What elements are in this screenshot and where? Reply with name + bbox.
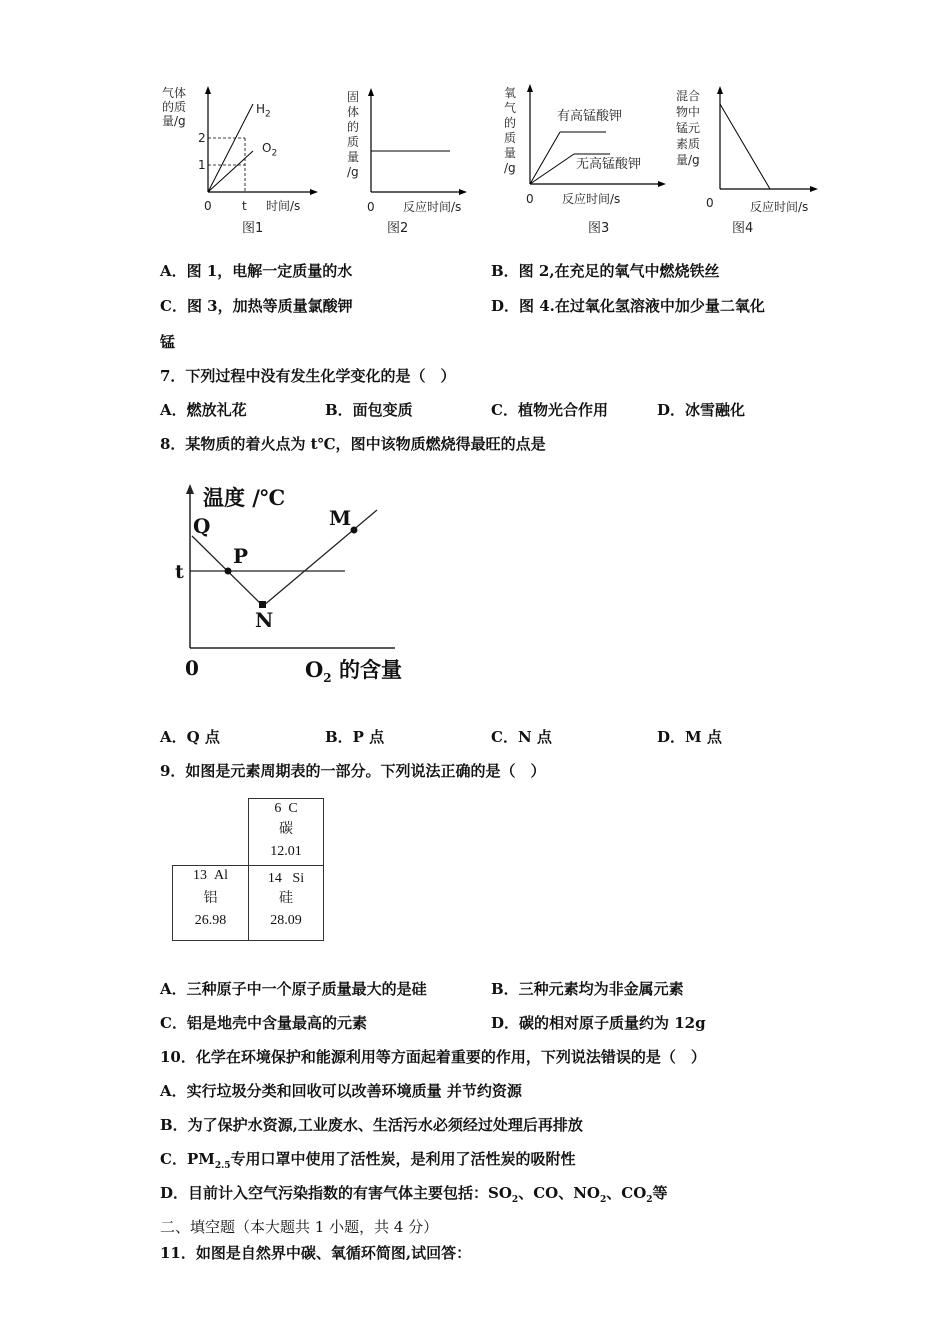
figure-1 — [160, 82, 320, 242]
fig3-lower-label: 无高锰酸钾 — [576, 157, 642, 172]
fig4-ylabel-1: 混合 — [676, 89, 701, 103]
fig2-origin: 0 — [367, 200, 375, 214]
q8-chart-ylabel: 温度 /℃ — [203, 485, 286, 510]
fig3-ylabel-5: 量 — [504, 146, 517, 160]
carbon-number-symbol: 6 C — [274, 801, 298, 816]
q6-option-c: C．图 3，加热等质量氯酸钾 — [160, 297, 353, 315]
silicon-mass: 28.09 — [270, 913, 302, 928]
q10-option-c: C．$PM_{2.5}$专用口罩中使用了活性炭，是利用了活性炭的吸附性 — [160, 1150, 576, 1171]
fig3-ylabel-6: /g — [504, 161, 516, 175]
fig4-ylabel-4: 素质 — [676, 137, 701, 151]
q8-point-q-label: Q — [193, 514, 211, 538]
fig3-upper-label: 有高锰酸钾 — [557, 109, 623, 124]
fig1-tick-2: 2 — [198, 131, 206, 145]
q7-option-c: C．植物光合作用 — [491, 401, 608, 419]
fig2-xlabel: 反应时间/s — [403, 200, 462, 214]
q7-option-b: B．面包变质 — [325, 401, 413, 419]
fig1-ylabel-3: 量/g — [162, 114, 186, 128]
q7-option-d: D．冰雪融化 — [657, 401, 746, 419]
fig3-xlabel: 反应时间/s — [562, 192, 621, 206]
q10-option-b: B．为了保护水资源,工业废水、生活污水必须经过处理后再排放 — [160, 1116, 583, 1134]
aluminum-mass: 26.98 — [194, 913, 227, 928]
q9-option-d: D．碳的相对原子质量约为 12g — [491, 1014, 706, 1032]
q8-chart-xlabel: $O_2$ 的含量 — [305, 657, 402, 686]
q8-point-n-label: N — [255, 608, 274, 632]
figure-4 — [676, 82, 826, 242]
q8-option-b: B．P 点 — [325, 728, 385, 746]
q8-point-m-label: M — [329, 506, 352, 530]
q8-option-a: A．Q 点 — [160, 728, 220, 746]
q8-point-p-label: P — [233, 544, 249, 568]
fig3-ylabel-3: 的 — [504, 116, 517, 130]
q8-stem: 8．某物质的着火点为 t℃，图中该物质燃烧得最旺的点是 — [160, 435, 546, 453]
q11-stem: 11．如图是自然界中碳、氧循环简图,试回答： — [160, 1244, 472, 1262]
point-p-marker — [225, 568, 232, 575]
fig3-origin: 0 — [526, 192, 534, 206]
silicon-name: 硅 — [279, 891, 293, 906]
q7-option-a: A．燃放礼花 — [160, 401, 247, 419]
fig3-ylabel-2: 气 — [504, 101, 517, 115]
q8-t-label: t — [175, 561, 184, 583]
figure-2 — [345, 82, 485, 242]
q10-option-d: D．目前计入空气污染指数的有害气体主要包括：$SO_2$、CO、$NO_2$、$CO_2$等 — [160, 1184, 668, 1205]
q6-option-b: B．图 2,在充足的氧气中燃烧铁丝 — [491, 262, 720, 280]
fig1-h2-label: $H_2$ — [256, 102, 271, 120]
q9-option-c: C．铝是地壳中含量最高的元素 — [160, 1014, 367, 1032]
fig4-ylabel-5: 量/g — [676, 153, 700, 167]
fig1-origin: 0 — [204, 199, 212, 213]
q6-option-a: A．图 1，电解一定质量的水 — [160, 262, 353, 280]
figure-2-plot — [345, 82, 485, 242]
fig1-ylabel-2: 的质 — [162, 100, 187, 114]
q7-stem: 7．下列过程中没有发生化学变化的是（ ） — [160, 367, 456, 385]
fig3-caption: 图3 — [588, 221, 610, 236]
q9-option-b: B．三种元素均为非金属元素 — [491, 980, 684, 998]
fig4-origin: 0 — [706, 196, 714, 210]
point-m-marker — [351, 527, 358, 534]
periodic-table-fragment — [172, 798, 324, 941]
fig1-xlabel: 时间/s — [266, 199, 301, 213]
fig2-ylabel-1: 固 — [347, 90, 360, 104]
fig1-ylabel-1: 气体 — [162, 86, 187, 100]
q8-origin: 0 — [185, 656, 199, 680]
q6-option-d: D．图 4.在过氧化氢溶液中加少量二氧化 — [491, 297, 765, 315]
fig2-ylabel-3: 的 — [347, 120, 360, 134]
fig2-ylabel-5: 量 — [347, 150, 360, 164]
fig1-tick-1: 1 — [198, 158, 206, 172]
element-cell-aluminum — [172, 865, 249, 941]
figure-3 — [502, 82, 672, 242]
carbon-name: 碳 — [279, 822, 293, 837]
aluminum-number-symbol: 13 Al — [193, 868, 228, 883]
point-n-marker — [259, 601, 266, 608]
q9-option-a: A．三种原子中一个原子质量最大的是硅 — [160, 980, 427, 998]
q9-stem: 9．如图是元素周期表的一部分。下列说法正确的是（ ） — [160, 762, 546, 780]
fig1-caption: 图1 — [242, 221, 264, 236]
q10-stem: 10．化学在环境保护和能源利用等方面起着重要的作用，下列说法错误的是（ ） — [160, 1048, 706, 1066]
q6-option-d-continued: 锰 — [160, 333, 176, 351]
fig1-tick-t: t — [242, 199, 247, 213]
fig2-ylabel-4: 质 — [347, 135, 360, 149]
aluminum-name: 铝 — [203, 891, 218, 906]
fig2-ylabel-2: 体 — [347, 105, 360, 119]
element-cell-carbon — [248, 798, 324, 866]
q8-option-d: D．M 点 — [657, 728, 722, 746]
silicon-number-symbol: 14 Si — [267, 871, 305, 886]
q10-option-a: A．实行垃圾分类和回收可以改善环境质量 并节约资源 — [160, 1082, 522, 1100]
fig2-caption: 图2 — [387, 221, 409, 236]
q8-option-c: C．N 点 — [491, 728, 552, 746]
fig4-ylabel-3: 锰元 — [676, 121, 701, 135]
section-2-heading: 二、填空题（本大题共 1 小题，共 4 分） — [160, 1218, 439, 1236]
carbon-mass: 12.01 — [270, 844, 302, 859]
element-cell-silicon — [248, 865, 324, 941]
fig4-caption: 图4 — [732, 221, 754, 236]
fig2-ylabel-6: /g — [347, 165, 359, 179]
fig3-ylabel-4: 质 — [504, 131, 517, 145]
fig4-ylabel-2: 物中 — [676, 105, 701, 119]
fig1-o2-label: $O_2$ — [262, 141, 278, 159]
q8-chart — [165, 478, 425, 693]
fig4-xlabel: 反应时间/s — [750, 200, 809, 214]
fig3-ylabel-1: 氧 — [504, 86, 517, 100]
